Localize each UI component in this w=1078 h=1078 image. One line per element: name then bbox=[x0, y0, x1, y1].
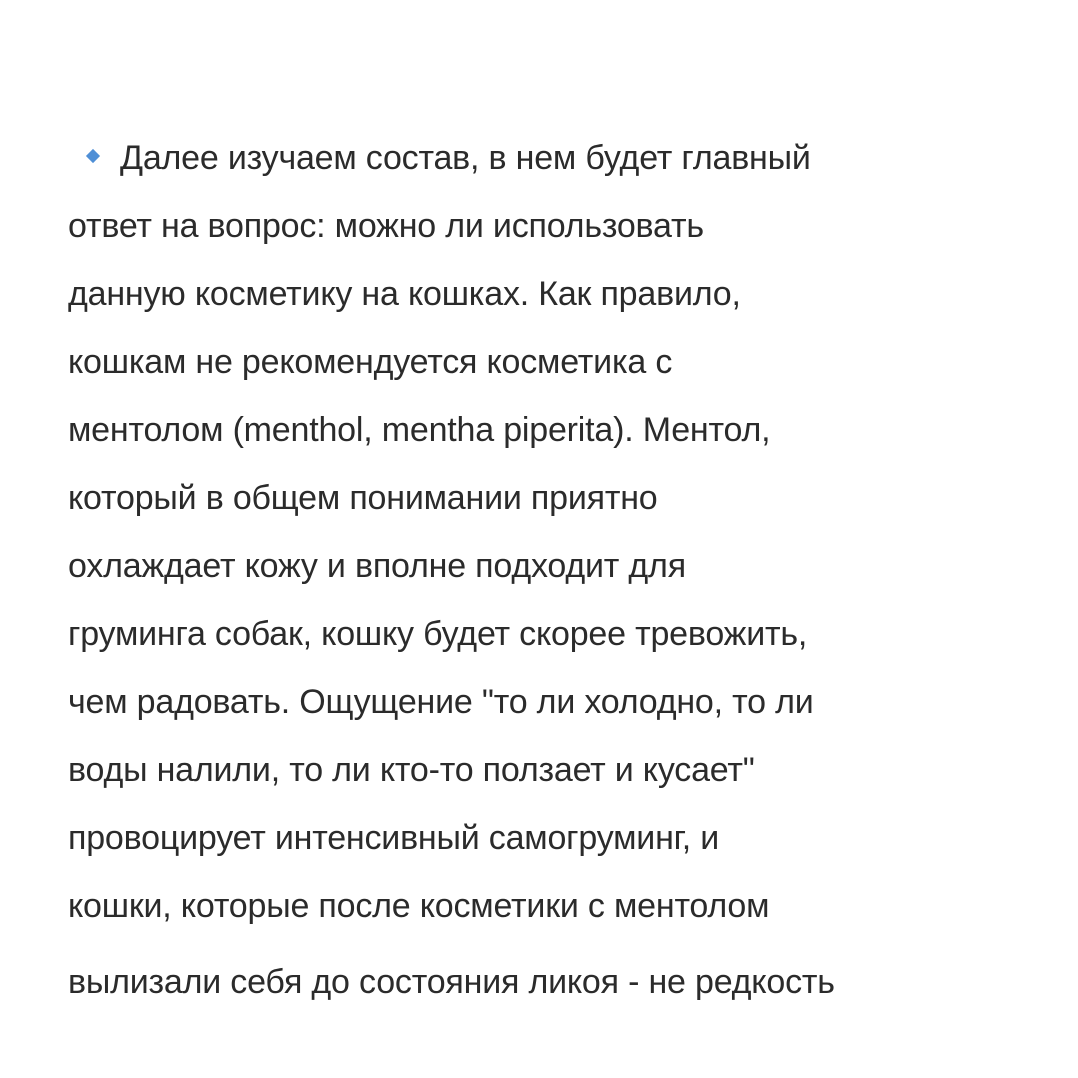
paragraph-line: воды налили, то ли кто-то ползает и кусает" bbox=[68, 751, 755, 789]
paragraph-line: ответ на вопрос: можно ли использовать bbox=[68, 207, 704, 245]
paragraph-line: груминга собак, кошку будет скорее тревожить, bbox=[68, 615, 808, 653]
paragraph-line: провоцирует интенсивный самогруминг, и bbox=[68, 819, 720, 857]
paragraph-line bbox=[68, 132, 1028, 200]
article-paragraph bbox=[68, 132, 1028, 1024]
paragraph-line: вылизали себя до состояния ликоя - не редкость bbox=[68, 963, 835, 1001]
paragraph-line: который в общем понимании приятно bbox=[68, 479, 658, 517]
paragraph-line: охлаждает кожу и вполне подходит для bbox=[68, 547, 686, 585]
paragraph-line: чем радовать. Ощущение "то ли холодно, то ли bbox=[68, 683, 814, 721]
paragraph-line: данную косметику на кошках. Как правило, bbox=[68, 275, 741, 313]
paragraph-line-text: Далее изучаем состав, в нем будет главный bbox=[120, 139, 811, 177]
paragraph-line: ментолом (menthol, mentha piperita). Ментол, bbox=[68, 411, 771, 449]
paragraph-line: кошкам не рекомендуется косметика с bbox=[68, 343, 673, 381]
paragraph-line: кошки, которые после косметики с ментолом bbox=[68, 887, 770, 925]
